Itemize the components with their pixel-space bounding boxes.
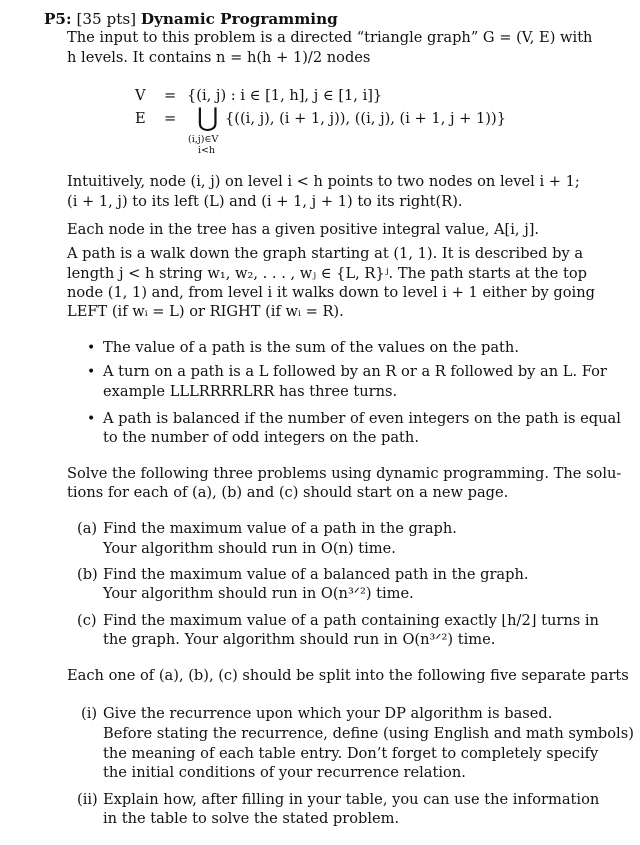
bullet-2-line-1: A turn on a path is a L followed by an R or a R followed by an L. For <box>103 363 607 380</box>
intro-line-2: h levels. It contains n = h(h + 1)/2 nodes <box>67 49 371 66</box>
subpart-i-line-3: the meaning of each table entry. Don’t forget to completely specify <box>103 745 599 762</box>
subpart-i-label: (i) <box>81 705 98 722</box>
subpart-ii-label: (ii) <box>77 791 98 808</box>
path-def-line-3: node (1, 1) and, from level i it walks down to level i + 1 either by going <box>67 284 595 301</box>
bullet-dot: • <box>87 411 96 427</box>
v-lhs: V <box>135 87 146 104</box>
bullet-3-line-2: to the number of odd integers on the path. <box>103 429 419 446</box>
part-c-label: (c) <box>77 612 97 629</box>
bullet-dot: • <box>87 340 96 356</box>
intro-line-1: The input to this problem is a directed “triangle graph” G = (V, E) with <box>67 29 593 46</box>
bullet-2-line-2: example LLLRRRRLRR has three turns. <box>103 383 398 400</box>
solve-line-1: Solve the following three problems using dynamic programming. The solu- <box>67 465 622 482</box>
subpart-i-line-1: Give the recurrence upon which your DP algorithm is based. <box>103 705 553 722</box>
problem-label: P5: <box>44 10 72 28</box>
subpart-ii-line-1: Explain how, after filling in your table, you can use the information <box>103 791 600 808</box>
intuition-line-1: Intuitively, node (i, j) on level i < h points to two nodes on level i + 1; <box>67 173 580 190</box>
part-b-line-2: Your algorithm should run in O(n³ᐟ²) time. <box>103 585 414 602</box>
part-a-line-1: Find the maximum value of a path in the graph. <box>103 520 457 537</box>
e-lhs: E <box>135 110 146 127</box>
e-rhs: {((i, j), (i + 1, j)), ((i, j), (i + 1, j + 1))} <box>225 110 506 127</box>
part-a-line-2: Your algorithm should run in O(n) time. <box>103 540 396 557</box>
bullet-1-line-1: The value of a path is the sum of the values on the path. <box>103 339 519 356</box>
problem-heading <box>44 9 338 29</box>
part-b-label: (b) <box>77 566 98 583</box>
path-def-line-2: length j < h string w₁, w₂, . . . , wⱼ ∈ {L, R}ʲ. The path starts at the top <box>67 265 587 282</box>
union-symbol: ⋃ <box>197 103 219 133</box>
solve-line-2: tions for each of (a), (b) and (c) should start on a new page. <box>67 484 509 501</box>
subpart-i-line-2: Before stating the recurrence, define (using English and math symbols) <box>103 725 634 742</box>
part-b-line-1: Find the maximum value of a balanced path in the graph. <box>103 566 529 583</box>
bullet-3-line-1: A path is balanced if the number of even integers on the path is equal <box>103 410 621 427</box>
split-line: Each one of (a), (b), (c) should be split into the following five separate parts <box>67 667 629 684</box>
bullet-dot: • <box>87 364 96 380</box>
v-eq: = <box>164 87 177 104</box>
problem-points: [35 pts] <box>76 10 137 28</box>
union-subscript-2: i<h <box>198 145 216 156</box>
part-c-line-2: the graph. Your algorithm should run in O(n³ᐟ²) time. <box>103 631 496 648</box>
v-rhs: {(i, j) : i ∈ [1, h], j ∈ [1, i]} <box>187 87 383 104</box>
problem-title: Dynamic Programming <box>140 10 338 28</box>
value-line: Each node in the tree has a given positive integral value, A[i, j]. <box>67 221 540 238</box>
union-subscript-1: (i,j)∈V <box>188 134 219 145</box>
part-c-line-1: Find the maximum value of a path containing exactly ⌊h/2⌋ turns in <box>103 612 599 629</box>
subpart-i-line-4: the initial conditions of your recurrence relation. <box>103 764 466 781</box>
subpart-ii-line-2: in the table to solve the stated problem. <box>103 810 400 827</box>
e-eq: = <box>164 110 177 127</box>
intuition-line-2: (i + 1, j) to its left (L) and (i + 1, j + 1) to its right(R). <box>67 193 463 210</box>
path-def-line-4: LEFT (if wᵢ = L) or RIGHT (if wᵢ = R). <box>67 303 344 320</box>
part-a-label: (a) <box>77 520 98 537</box>
path-def-line-1: A path is a walk down the graph starting at (1, 1). It is described by a <box>67 245 584 262</box>
